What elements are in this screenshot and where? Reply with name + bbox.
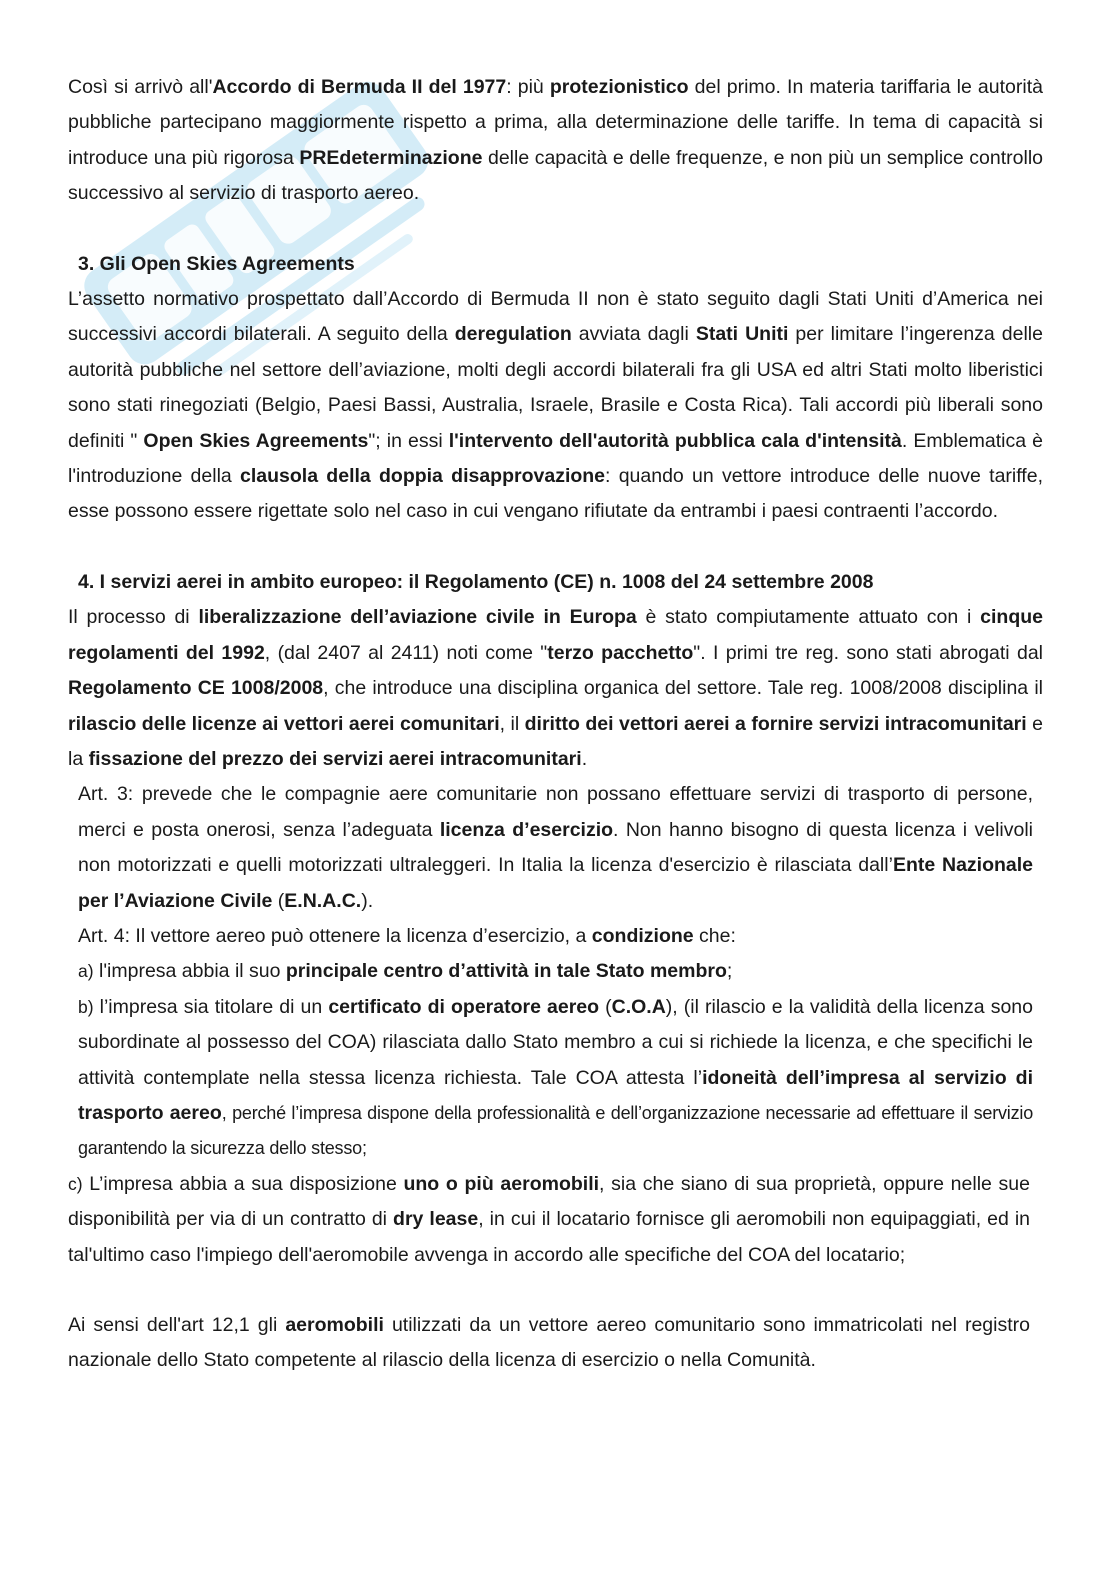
- list-item-b: b) l’impresa sia titolare di un certificato di operatore aereo (C.O.A), (il rilascio e la validità della licenza sono subordinate al possesso del COA) rilasciata dallo Stato membro a cui si richiede la licenza, e che specifichi le attività contemplate nella stessa licenza richiesta. Tale COA attesta l’idoneità dell’impresa al servizio di trasporto aereo, perché l’impresa dispone della professionalità e dell’organizzazione necessarie ad effettuare il servizio garantendo la sicurezza dello stesso;: [78, 995, 1034, 1159]
- paragraph-bermuda-ii: Così si arrivò all'Accordo di Bermuda II del 1977: più protezionistico del primo. In materia tariffaria le autorità pubbliche partecipano maggiormente rispetto a prima, alla determinazione delle tariffe. In tema di capacità si introduce una più rigorosa PREdeterminazione delle capacità e delle frequenze, e non più un semplice controllo successivo al servizio di trasporto aereo.: [68, 76, 1043, 205]
- heading-regolamento-1008: 4. I servizi aerei in ambito europeo: il Regolamento (CE) n. 1008 del 24 settembre 2008: [78, 570, 874, 593]
- paragraph-art-12: Ai sensi dell'art 12,1 gli aeromobili utilizzati da un vettore aereo comunitario sono immatricolati nel registro nazionale dello Stato competente al rilascio della licenza di esercizio o nella Comunità.: [68, 1314, 1030, 1372]
- paragraph-art-3: Art. 3: prevede che le compagnie aere comunitarie non possano effettuare servizi di trasporto di persone, merci e posta onerosi, senza l’adeguata licenza d’esercizio. Non hanno bisogno di questa licenza i velivoli non motorizzati e quelli motorizzati ultraleggeri. In Italia la licenza d'esercizio è rilasciata dall’Ente Nazionale per l’Aviazione Civile (E.N.A.C.).: [78, 783, 1034, 912]
- list-item-c: c) L’impresa abbia a sua disposizione uno o più aeromobili, sia che siano di sua proprietà, oppure nelle sue disponibilità per via di un contratto di dry lease, in cui il locatario fornisce gli aeromobili non equipaggiati, ed in tal'ultimo caso l'impiego dell'aeromobile avvenga in accordo alle specifiche del COA del locatario;: [68, 1172, 1031, 1266]
- heading-open-skies: 3. Gli Open Skies Agreements: [78, 252, 355, 275]
- list-item-a: a) l'impresa abbia il suo principale centro d’attività in tale Stato membro;: [78, 960, 733, 983]
- paragraph-liberalizzazione: Il processo di liberalizzazione dell’aviazione civile in Europa è stato compiutamente attuato con i cinque regolamenti del 1992, (dal 2407 al 2411) noti come "terzo pacchetto". I primi tre reg. sono stati abrogati dal Regolamento CE 1008/2008, che introduce una disciplina organica del settore. Tale reg. 1008/2008 disciplina il rilascio delle licenze ai vettori aerei comunitari, il diritto dei vettori aerei a fornire servizi intracomunitari e la fissazione del prezzo dei servizi aerei intracomunitari.: [68, 606, 1044, 770]
- paragraph-art-4: Art. 4: Il vettore aereo può ottenere la licenza d’esercizio, a condizione che:: [78, 924, 736, 947]
- list-marker-c: c): [68, 1173, 83, 1194]
- list-marker-b: b): [78, 996, 94, 1017]
- paragraph-open-skies: L’assetto normativo prospettato dall’Accordo di Bermuda II non è stato seguito dagli Stati Uniti d’America nei successivi accordi bilaterali. A seguito della deregulation avviata dagli Stati Uniti per limitare l’ingerenza delle autorità pubbliche nel settore dell’aviazione, molti degli accordi bilaterali fra gli USA ed altri Stati molto liberistici sono stati rinegoziati (Belgio, Paesi Bassi, Australia, Israele, Brasile e Costa Rica). Tali accordi più liberali sono definiti " Open Skies Agreements"; in essi l'intervento dell'autorità pubblica cala d'intensità. Emblematica è l'introduzione della clausola della doppia disapprovazione: quando un vettore introduce delle nuove tariffe, esse possono essere rigettate solo nel caso in cui vengano rifiutate da entrambi i paesi contraenti l’accordo.: [68, 288, 1043, 523]
- document-page: [68, 70, 1043, 1379]
- list-marker-a: a): [78, 961, 94, 982]
